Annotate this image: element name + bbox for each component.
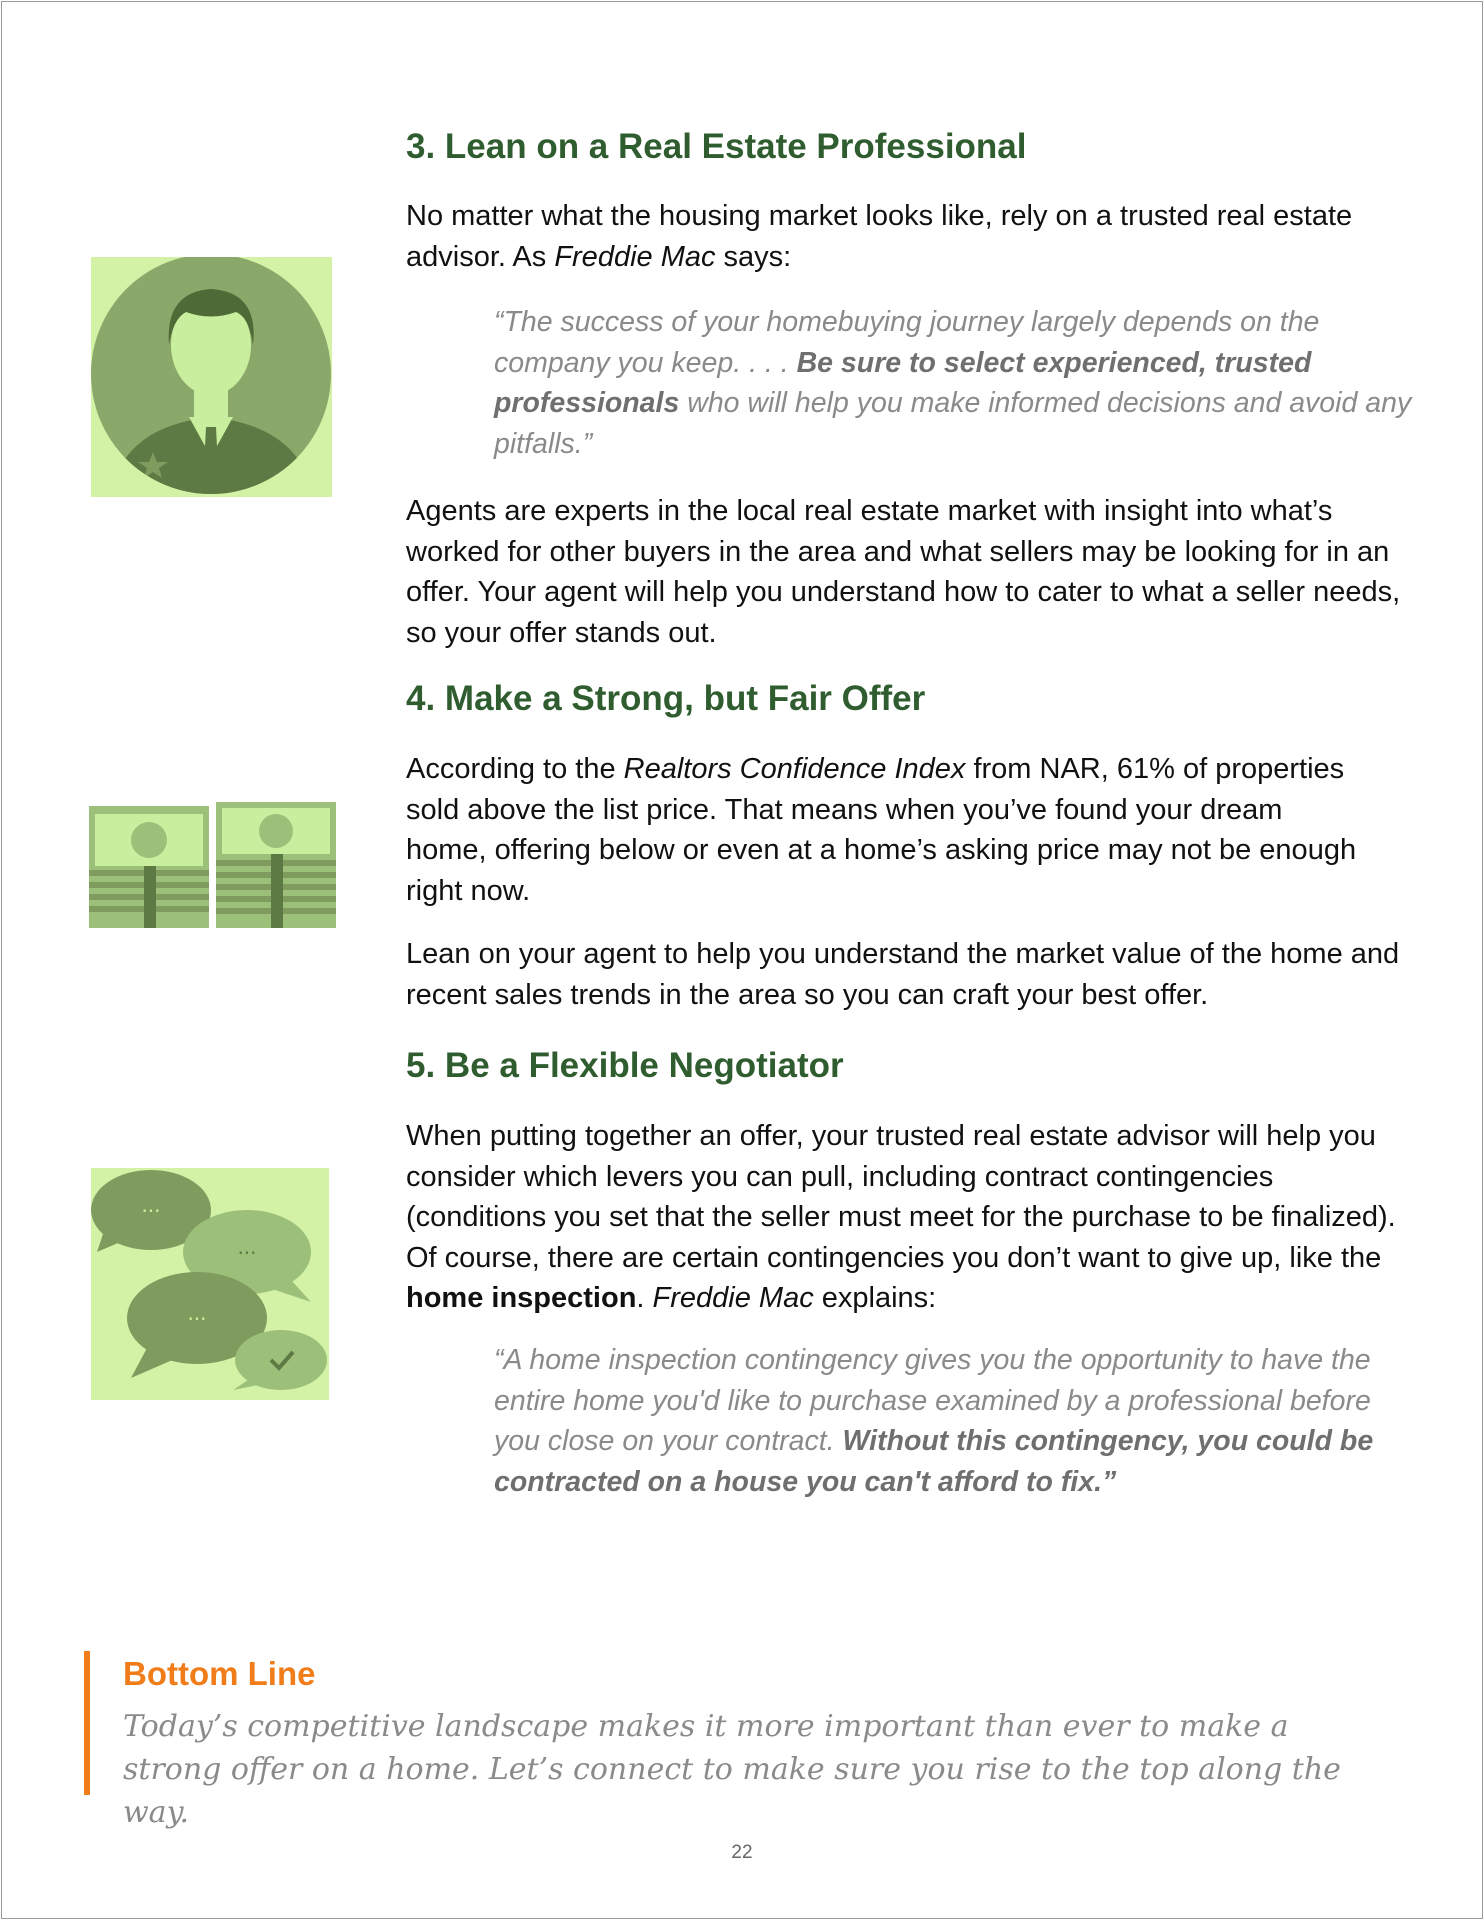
businessman-icon xyxy=(91,257,332,497)
section-4-intro xyxy=(406,749,1406,911)
svg-text:···: ··· xyxy=(141,1199,161,1223)
paragraph: Lean on your agent to help you understand the market value of the home and recent sales trends in the area so you can craft your best offer. xyxy=(406,938,1400,1011)
svg-text:···: ··· xyxy=(237,1241,257,1265)
section-heading: 3. Lean on a Real Estate Professional xyxy=(406,127,1027,166)
section-3-intro xyxy=(406,196,1406,277)
section-3-heading-wrap xyxy=(406,127,1406,167)
money-stacks-icon xyxy=(89,802,336,928)
section-4-body xyxy=(406,934,1406,1015)
bottom-line-title: Bottom Line xyxy=(123,1655,316,1692)
paragraph: Agents are experts in the local real estate market with insight into what’s worked for other buyers in the area and what sellers may be looking for in an offer. Your agent will help you understand how to cater to what a seller needs, so your offer stands out. xyxy=(406,495,1401,649)
section-3-body xyxy=(406,491,1406,653)
section-4-heading-wrap xyxy=(406,679,1406,719)
section-5-intro xyxy=(406,1116,1406,1319)
paragraph: When putting together an offer, your trusted real estate advisor will help you consider which levers you can pull, including contract contingencies (conditions you set that the seller must meet for the purchase to be finalized). Of course, there are certain contingencies you don’t want to give up, like the home inspection. Freddie Mac explains: xyxy=(406,1120,1396,1314)
bottom-line-callout xyxy=(84,1651,1384,1830)
section-heading: 4. Make a Strong, but Fair Offer xyxy=(406,679,926,718)
section-heading: 5. Be a Flexible Negotiator xyxy=(406,1046,844,1085)
quote-freddie-mac-inspection: “A home inspection contingency gives you the opportunity to have the entire home you'd like to purchase examined by a professional before you close on your contract. Without this contingency, you could be contracted on a house you can't afford to fix.” xyxy=(494,1344,1374,1498)
section-5-heading-wrap xyxy=(406,1046,1406,1086)
paragraph: No matter what the housing market looks like, rely on a trusted real estate advisor. As Freddie Mac says: xyxy=(406,200,1353,273)
paragraph: According to the Realtors Confidence Index from NAR, 61% of properties sold above the list price. That means when you’ve found your dream home, offering below or even at a home’s asking price may not be enough right now. xyxy=(406,753,1357,907)
quote-freddie-mac: “The success of your homebuying journey largely depends on the company you keep. . . . Be sure to select experienced, trusted professionals who will help you make informed decisions and avoid any pitfalls.” xyxy=(494,306,1412,460)
chat-bubbles-icon xyxy=(91,1168,329,1400)
page-number: 22 xyxy=(731,1842,753,1863)
bottom-line-text: Today’s competitive landscape makes it more important than ever to make a strong offer on a home. Let’s connect to make sure you rise to the top along the way. xyxy=(123,1709,1341,1830)
svg-text:···: ··· xyxy=(187,1307,207,1331)
